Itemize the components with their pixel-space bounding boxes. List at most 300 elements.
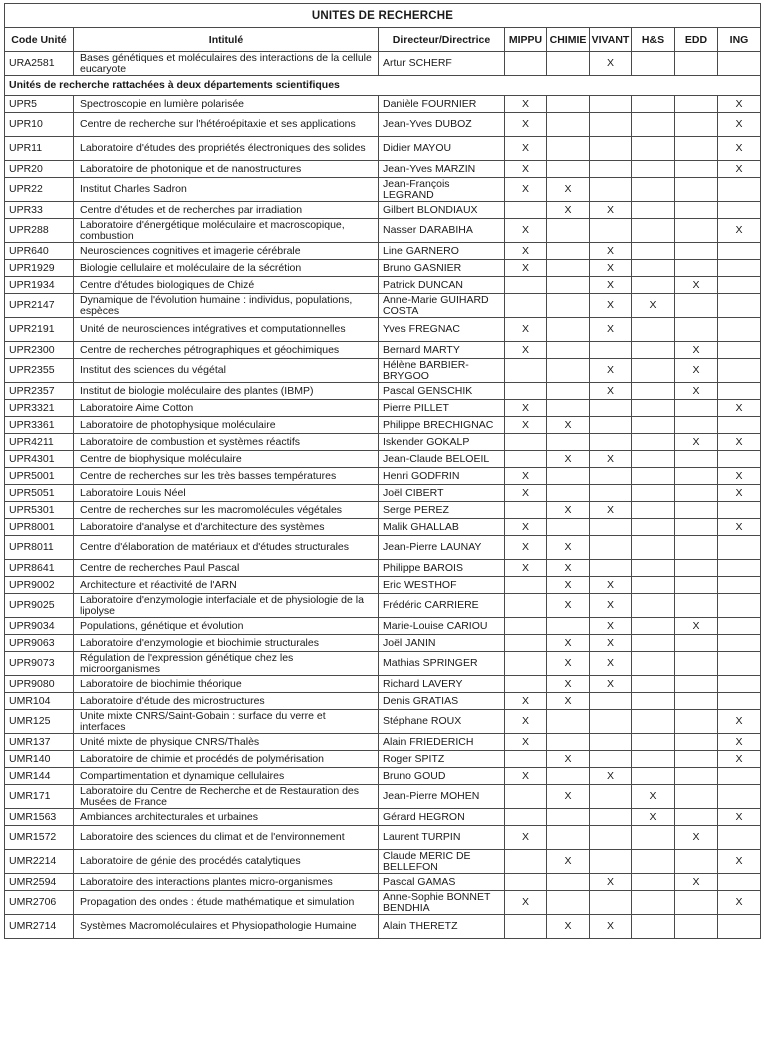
department-mark-cell: X bbox=[718, 434, 761, 451]
department-mark-cell bbox=[675, 178, 718, 202]
department-mark-cell bbox=[718, 594, 761, 618]
unit-code: UPR5051 bbox=[5, 485, 74, 502]
department-mark-cell bbox=[505, 635, 547, 652]
unit-code: UPR11 bbox=[5, 137, 74, 161]
unit-code: UPR9002 bbox=[5, 577, 74, 594]
table-row bbox=[5, 826, 761, 850]
department-mark-cell bbox=[632, 560, 675, 577]
department-mark-cell bbox=[632, 400, 675, 417]
department-mark-cell bbox=[675, 751, 718, 768]
unit-director: Marie-Louise CARIOU bbox=[379, 618, 505, 635]
department-mark-cell bbox=[718, 768, 761, 785]
department-mark-cell bbox=[590, 137, 632, 161]
unit-director: Alain THERETZ bbox=[379, 915, 505, 939]
column-header: Code Unité bbox=[5, 28, 74, 52]
department-mark-cell bbox=[632, 693, 675, 710]
department-mark-cell bbox=[632, 502, 675, 519]
column-header: Directeur/Directrice bbox=[379, 28, 505, 52]
unit-director: Joël CIBERT bbox=[379, 485, 505, 502]
department-mark-cell bbox=[675, 137, 718, 161]
department-mark-cell: X bbox=[590, 635, 632, 652]
department-mark-cell: X bbox=[505, 891, 547, 915]
unit-code: UPR2191 bbox=[5, 318, 74, 342]
department-mark-cell: X bbox=[505, 161, 547, 178]
department-mark-cell: X bbox=[718, 891, 761, 915]
unit-director: Anne-Marie GUIHARD COSTA bbox=[379, 294, 505, 318]
unit-title: Centre d'études et de recherches par irradiation bbox=[74, 202, 379, 219]
department-mark-cell bbox=[547, 734, 590, 751]
table-row bbox=[5, 710, 761, 734]
unit-director: Hélène BARBIER-BRYGOO bbox=[379, 359, 505, 383]
department-mark-cell bbox=[675, 400, 718, 417]
table-row bbox=[5, 519, 761, 536]
table-row bbox=[5, 219, 761, 243]
unit-title: Laboratoire de photonique et de nanostructures bbox=[74, 161, 379, 178]
unit-director: Jean-François LEGRAND bbox=[379, 178, 505, 202]
department-mark-cell bbox=[505, 277, 547, 294]
department-mark-cell: X bbox=[590, 577, 632, 594]
department-mark-cell bbox=[505, 52, 547, 76]
table-row bbox=[5, 161, 761, 178]
table-row bbox=[5, 294, 761, 318]
department-mark-cell bbox=[675, 891, 718, 915]
unit-title: Biologie cellulaire et moléculaire de la sécrétion bbox=[74, 260, 379, 277]
department-mark-cell bbox=[632, 536, 675, 560]
department-mark-cell bbox=[632, 485, 675, 502]
department-mark-cell bbox=[675, 451, 718, 468]
department-mark-cell bbox=[547, 294, 590, 318]
department-mark-cell: X bbox=[547, 178, 590, 202]
department-mark-cell: X bbox=[718, 485, 761, 502]
department-mark-cell bbox=[632, 260, 675, 277]
department-mark-cell bbox=[632, 652, 675, 676]
unit-code: UPR5 bbox=[5, 96, 74, 113]
department-mark-cell bbox=[675, 809, 718, 826]
department-mark-cell: X bbox=[547, 577, 590, 594]
department-mark-cell bbox=[590, 219, 632, 243]
department-mark-cell bbox=[718, 635, 761, 652]
department-mark-cell bbox=[505, 594, 547, 618]
department-mark-cell bbox=[632, 519, 675, 536]
department-mark-cell bbox=[505, 577, 547, 594]
department-mark-cell bbox=[632, 826, 675, 850]
unit-code: UMR1563 bbox=[5, 809, 74, 826]
department-mark-cell: X bbox=[505, 826, 547, 850]
column-header-row bbox=[5, 28, 761, 52]
table-row bbox=[5, 693, 761, 710]
unit-director: Jean-Yves DUBOZ bbox=[379, 113, 505, 137]
unit-director: Gérard HEGRON bbox=[379, 809, 505, 826]
department-mark-cell bbox=[632, 874, 675, 891]
unit-title: Institut de biologie moléculaire des plantes (IBMP) bbox=[74, 383, 379, 400]
department-mark-cell bbox=[590, 519, 632, 536]
department-mark-cell bbox=[547, 277, 590, 294]
unit-director: Claude MERIC DE BELLEFON bbox=[379, 850, 505, 874]
department-mark-cell bbox=[632, 850, 675, 874]
department-mark-cell bbox=[505, 652, 547, 676]
department-mark-cell bbox=[590, 751, 632, 768]
department-mark-cell: X bbox=[632, 294, 675, 318]
department-mark-cell bbox=[547, 260, 590, 277]
department-mark-cell: X bbox=[505, 178, 547, 202]
department-mark-cell bbox=[547, 359, 590, 383]
department-mark-cell: X bbox=[718, 710, 761, 734]
department-mark-cell bbox=[505, 502, 547, 519]
table-row bbox=[5, 52, 761, 76]
unit-code: UPR20 bbox=[5, 161, 74, 178]
department-mark-cell: X bbox=[590, 618, 632, 635]
unit-director: Richard LAVERY bbox=[379, 676, 505, 693]
department-mark-cell bbox=[590, 809, 632, 826]
department-mark-cell: X bbox=[590, 383, 632, 400]
department-mark-cell bbox=[547, 383, 590, 400]
department-mark-cell bbox=[718, 277, 761, 294]
table-row bbox=[5, 652, 761, 676]
unit-title: Laboratoire d'enzymologie et biochimie structurales bbox=[74, 635, 379, 652]
department-mark-cell bbox=[632, 52, 675, 76]
department-mark-cell: X bbox=[718, 519, 761, 536]
unit-title: Laboratoire Aime Cotton bbox=[74, 400, 379, 417]
unit-director: Danièle FOURNIER bbox=[379, 96, 505, 113]
table-row bbox=[5, 768, 761, 785]
unit-code: URA2581 bbox=[5, 52, 74, 76]
department-mark-cell: X bbox=[547, 915, 590, 939]
unit-title: Laboratoire de génie des procédés catalytiques bbox=[74, 850, 379, 874]
unit-code: UMR2594 bbox=[5, 874, 74, 891]
department-mark-cell bbox=[632, 635, 675, 652]
unit-director: Jean-Claude BELOEIL bbox=[379, 451, 505, 468]
table-row bbox=[5, 137, 761, 161]
unit-code: UPR9034 bbox=[5, 618, 74, 635]
department-mark-cell bbox=[632, 383, 675, 400]
table-row bbox=[5, 751, 761, 768]
department-mark-cell: X bbox=[547, 451, 590, 468]
unit-title: Centre d'études biologiques de Chizé bbox=[74, 277, 379, 294]
department-mark-cell bbox=[632, 577, 675, 594]
unit-code: UPR9025 bbox=[5, 594, 74, 618]
department-mark-cell: X bbox=[718, 468, 761, 485]
department-mark-cell: X bbox=[632, 785, 675, 809]
table-row bbox=[5, 434, 761, 451]
department-mark-cell bbox=[632, 734, 675, 751]
department-mark-cell bbox=[590, 434, 632, 451]
department-mark-cell bbox=[632, 468, 675, 485]
unit-director: Jean-Pierre MOHEN bbox=[379, 785, 505, 809]
unit-director: Anne-Sophie BONNET BENDHIA bbox=[379, 891, 505, 915]
table-row bbox=[5, 178, 761, 202]
unit-director: Patrick DUNCAN bbox=[379, 277, 505, 294]
unit-director: Bruno GASNIER bbox=[379, 260, 505, 277]
department-mark-cell bbox=[675, 260, 718, 277]
unit-director: Pascal GAMAS bbox=[379, 874, 505, 891]
department-mark-cell bbox=[675, 577, 718, 594]
column-header: CHIMIE bbox=[547, 28, 590, 52]
department-mark-cell bbox=[718, 451, 761, 468]
department-mark-cell bbox=[632, 594, 675, 618]
department-mark-cell bbox=[675, 294, 718, 318]
unit-code: UPR9080 bbox=[5, 676, 74, 693]
department-mark-cell bbox=[675, 485, 718, 502]
department-mark-cell bbox=[590, 113, 632, 137]
unit-code: UMR2706 bbox=[5, 891, 74, 915]
department-mark-cell bbox=[590, 693, 632, 710]
department-mark-cell: X bbox=[547, 536, 590, 560]
unit-title: Centre de biophysique moléculaire bbox=[74, 451, 379, 468]
department-mark-cell: X bbox=[505, 219, 547, 243]
department-mark-cell bbox=[632, 768, 675, 785]
unit-title: Régulation de l'expression génétique chez les microorganismes bbox=[74, 652, 379, 676]
table-row bbox=[5, 417, 761, 434]
department-mark-cell bbox=[718, 577, 761, 594]
department-mark-cell: X bbox=[718, 219, 761, 243]
unit-code: UPR2357 bbox=[5, 383, 74, 400]
table-row bbox=[5, 202, 761, 219]
table-row bbox=[5, 359, 761, 383]
department-mark-cell: X bbox=[505, 710, 547, 734]
department-mark-cell bbox=[547, 113, 590, 137]
unit-title: Ambiances architecturales et urbaines bbox=[74, 809, 379, 826]
unit-title: Populations, génétique et évolution bbox=[74, 618, 379, 635]
department-mark-cell bbox=[675, 219, 718, 243]
unit-title: Compartimentation et dynamique cellulaires bbox=[74, 768, 379, 785]
department-mark-cell bbox=[590, 710, 632, 734]
unit-title: Centre de recherche sur l'hétéroépitaxie et ses applications bbox=[74, 113, 379, 137]
table-row bbox=[5, 577, 761, 594]
table-row bbox=[5, 809, 761, 826]
unit-code: UMR104 bbox=[5, 693, 74, 710]
department-mark-cell bbox=[675, 468, 718, 485]
department-mark-cell bbox=[590, 161, 632, 178]
department-mark-cell: X bbox=[675, 359, 718, 383]
department-mark-cell bbox=[632, 277, 675, 294]
department-mark-cell bbox=[632, 618, 675, 635]
unit-title: Dynamique de l'évolution humaine : individus, populations, espèces bbox=[74, 294, 379, 318]
unit-director: Laurent TURPIN bbox=[379, 826, 505, 850]
unit-code: UMR171 bbox=[5, 785, 74, 809]
unit-title: Centre de recherches Paul Pascal bbox=[74, 560, 379, 577]
department-mark-cell bbox=[675, 693, 718, 710]
unit-title: Spectroscopie en lumière polarisée bbox=[74, 96, 379, 113]
department-mark-cell bbox=[718, 202, 761, 219]
department-mark-cell: X bbox=[547, 417, 590, 434]
department-mark-cell bbox=[632, 243, 675, 260]
department-mark-cell: X bbox=[505, 243, 547, 260]
department-mark-cell bbox=[505, 809, 547, 826]
unit-code: UPR5301 bbox=[5, 502, 74, 519]
department-mark-cell bbox=[547, 96, 590, 113]
department-mark-cell bbox=[675, 635, 718, 652]
unit-director: Jean-Pierre LAUNAY bbox=[379, 536, 505, 560]
department-mark-cell: X bbox=[632, 809, 675, 826]
department-mark-cell bbox=[590, 400, 632, 417]
department-mark-cell bbox=[590, 96, 632, 113]
department-mark-cell bbox=[547, 318, 590, 342]
department-mark-cell: X bbox=[590, 652, 632, 676]
department-mark-cell bbox=[547, 485, 590, 502]
column-header: MIPPU bbox=[505, 28, 547, 52]
department-mark-cell bbox=[547, 809, 590, 826]
department-mark-cell: X bbox=[718, 113, 761, 137]
department-mark-cell bbox=[718, 318, 761, 342]
table-row bbox=[5, 785, 761, 809]
department-mark-cell bbox=[632, 342, 675, 359]
department-mark-cell: X bbox=[590, 359, 632, 383]
department-mark-cell: X bbox=[505, 96, 547, 113]
department-mark-cell bbox=[675, 594, 718, 618]
department-mark-cell bbox=[632, 178, 675, 202]
department-mark-cell bbox=[505, 785, 547, 809]
department-mark-cell bbox=[718, 178, 761, 202]
department-mark-cell bbox=[675, 536, 718, 560]
department-mark-cell: X bbox=[505, 260, 547, 277]
table-title: UNITES DE RECHERCHE bbox=[5, 4, 761, 28]
department-mark-cell bbox=[505, 874, 547, 891]
department-mark-cell: X bbox=[590, 294, 632, 318]
department-mark-cell bbox=[505, 359, 547, 383]
department-mark-cell bbox=[632, 96, 675, 113]
table-title-row bbox=[5, 4, 761, 28]
unit-code: UPR8641 bbox=[5, 560, 74, 577]
department-mark-cell bbox=[718, 915, 761, 939]
department-mark-cell bbox=[632, 219, 675, 243]
department-mark-cell bbox=[632, 113, 675, 137]
section-label: Unités de recherche rattachées à deux départements scientifiques bbox=[5, 76, 761, 96]
department-mark-cell: X bbox=[590, 260, 632, 277]
unit-title: Laboratoire du Centre de Recherche et de Restauration des Musées de France bbox=[74, 785, 379, 809]
department-mark-cell bbox=[718, 294, 761, 318]
department-mark-cell: X bbox=[505, 693, 547, 710]
unit-code: UPR22 bbox=[5, 178, 74, 202]
department-mark-cell: X bbox=[718, 96, 761, 113]
department-mark-cell bbox=[547, 826, 590, 850]
department-mark-cell bbox=[718, 260, 761, 277]
department-mark-cell bbox=[675, 502, 718, 519]
department-mark-cell: X bbox=[718, 850, 761, 874]
unit-director: Gilbert BLONDIAUX bbox=[379, 202, 505, 219]
department-mark-cell bbox=[675, 710, 718, 734]
unit-code: UMR125 bbox=[5, 710, 74, 734]
department-mark-cell bbox=[675, 915, 718, 939]
department-mark-cell bbox=[505, 751, 547, 768]
unit-title: Laboratoire d'énergétique moléculaire et macroscopique, combustion bbox=[74, 219, 379, 243]
department-mark-cell: X bbox=[590, 318, 632, 342]
department-mark-cell bbox=[547, 519, 590, 536]
table-row bbox=[5, 850, 761, 874]
department-mark-cell: X bbox=[718, 137, 761, 161]
department-mark-cell: X bbox=[590, 874, 632, 891]
department-mark-cell: X bbox=[505, 734, 547, 751]
department-mark-cell bbox=[675, 417, 718, 434]
department-mark-cell bbox=[547, 342, 590, 359]
department-mark-cell bbox=[590, 178, 632, 202]
unit-title: Unite mixte CNRS/Saint-Gobain : surface du verre et interfaces bbox=[74, 710, 379, 734]
department-mark-cell bbox=[590, 850, 632, 874]
table-row bbox=[5, 594, 761, 618]
table-row bbox=[5, 96, 761, 113]
department-mark-cell bbox=[675, 652, 718, 676]
table-row bbox=[5, 915, 761, 939]
department-mark-cell: X bbox=[590, 502, 632, 519]
department-mark-cell: X bbox=[505, 536, 547, 560]
department-mark-cell bbox=[675, 243, 718, 260]
unit-director: Stéphane ROUX bbox=[379, 710, 505, 734]
unit-code: UPR1934 bbox=[5, 277, 74, 294]
unit-director: Serge PEREZ bbox=[379, 502, 505, 519]
department-mark-cell bbox=[547, 434, 590, 451]
department-mark-cell bbox=[718, 826, 761, 850]
department-mark-cell bbox=[675, 113, 718, 137]
department-mark-cell bbox=[675, 202, 718, 219]
department-mark-cell bbox=[547, 618, 590, 635]
unit-code: UPR10 bbox=[5, 113, 74, 137]
table-row bbox=[5, 618, 761, 635]
department-mark-cell bbox=[547, 710, 590, 734]
department-mark-cell bbox=[718, 618, 761, 635]
department-mark-cell bbox=[675, 785, 718, 809]
table-row bbox=[5, 874, 761, 891]
unit-director: Denis GRATIAS bbox=[379, 693, 505, 710]
unit-director: Frédéric CARRIERE bbox=[379, 594, 505, 618]
unit-title: Centre de recherches sur les macromolécules végétales bbox=[74, 502, 379, 519]
department-mark-cell bbox=[547, 891, 590, 915]
department-mark-cell: X bbox=[675, 383, 718, 400]
department-mark-cell bbox=[590, 536, 632, 560]
unit-code: UPR4301 bbox=[5, 451, 74, 468]
table-row bbox=[5, 260, 761, 277]
department-mark-cell: X bbox=[547, 676, 590, 693]
unit-code: UPR3321 bbox=[5, 400, 74, 417]
department-mark-cell bbox=[632, 417, 675, 434]
department-mark-cell: X bbox=[505, 768, 547, 785]
department-mark-cell bbox=[590, 468, 632, 485]
unit-code: UPR5001 bbox=[5, 468, 74, 485]
department-mark-cell bbox=[675, 768, 718, 785]
table-row bbox=[5, 734, 761, 751]
department-mark-cell: X bbox=[718, 161, 761, 178]
table-row bbox=[5, 676, 761, 693]
department-mark-cell: X bbox=[505, 485, 547, 502]
unit-code: UPR9063 bbox=[5, 635, 74, 652]
department-mark-cell bbox=[590, 785, 632, 809]
department-mark-cell: X bbox=[590, 594, 632, 618]
department-mark-cell: X bbox=[590, 202, 632, 219]
unit-code: UMR140 bbox=[5, 751, 74, 768]
unit-code: UPR2355 bbox=[5, 359, 74, 383]
department-mark-cell bbox=[505, 294, 547, 318]
unit-director: Philippe BAROIS bbox=[379, 560, 505, 577]
department-mark-cell bbox=[590, 826, 632, 850]
unit-code: UPR2300 bbox=[5, 342, 74, 359]
department-mark-cell: X bbox=[675, 342, 718, 359]
department-mark-cell bbox=[718, 560, 761, 577]
department-mark-cell bbox=[675, 96, 718, 113]
department-mark-cell bbox=[505, 434, 547, 451]
table-row bbox=[5, 243, 761, 260]
department-mark-cell bbox=[590, 417, 632, 434]
department-mark-cell: X bbox=[547, 635, 590, 652]
unit-title: Unité mixte de physique CNRS/Thalès bbox=[74, 734, 379, 751]
department-mark-cell: X bbox=[718, 734, 761, 751]
department-mark-cell bbox=[632, 915, 675, 939]
table-row bbox=[5, 891, 761, 915]
research-units-table bbox=[4, 3, 761, 939]
department-mark-cell bbox=[718, 383, 761, 400]
department-mark-cell bbox=[632, 451, 675, 468]
unit-director: Iskender GOKALP bbox=[379, 434, 505, 451]
unit-code: UPR2147 bbox=[5, 294, 74, 318]
department-mark-cell bbox=[632, 891, 675, 915]
table-row bbox=[5, 468, 761, 485]
